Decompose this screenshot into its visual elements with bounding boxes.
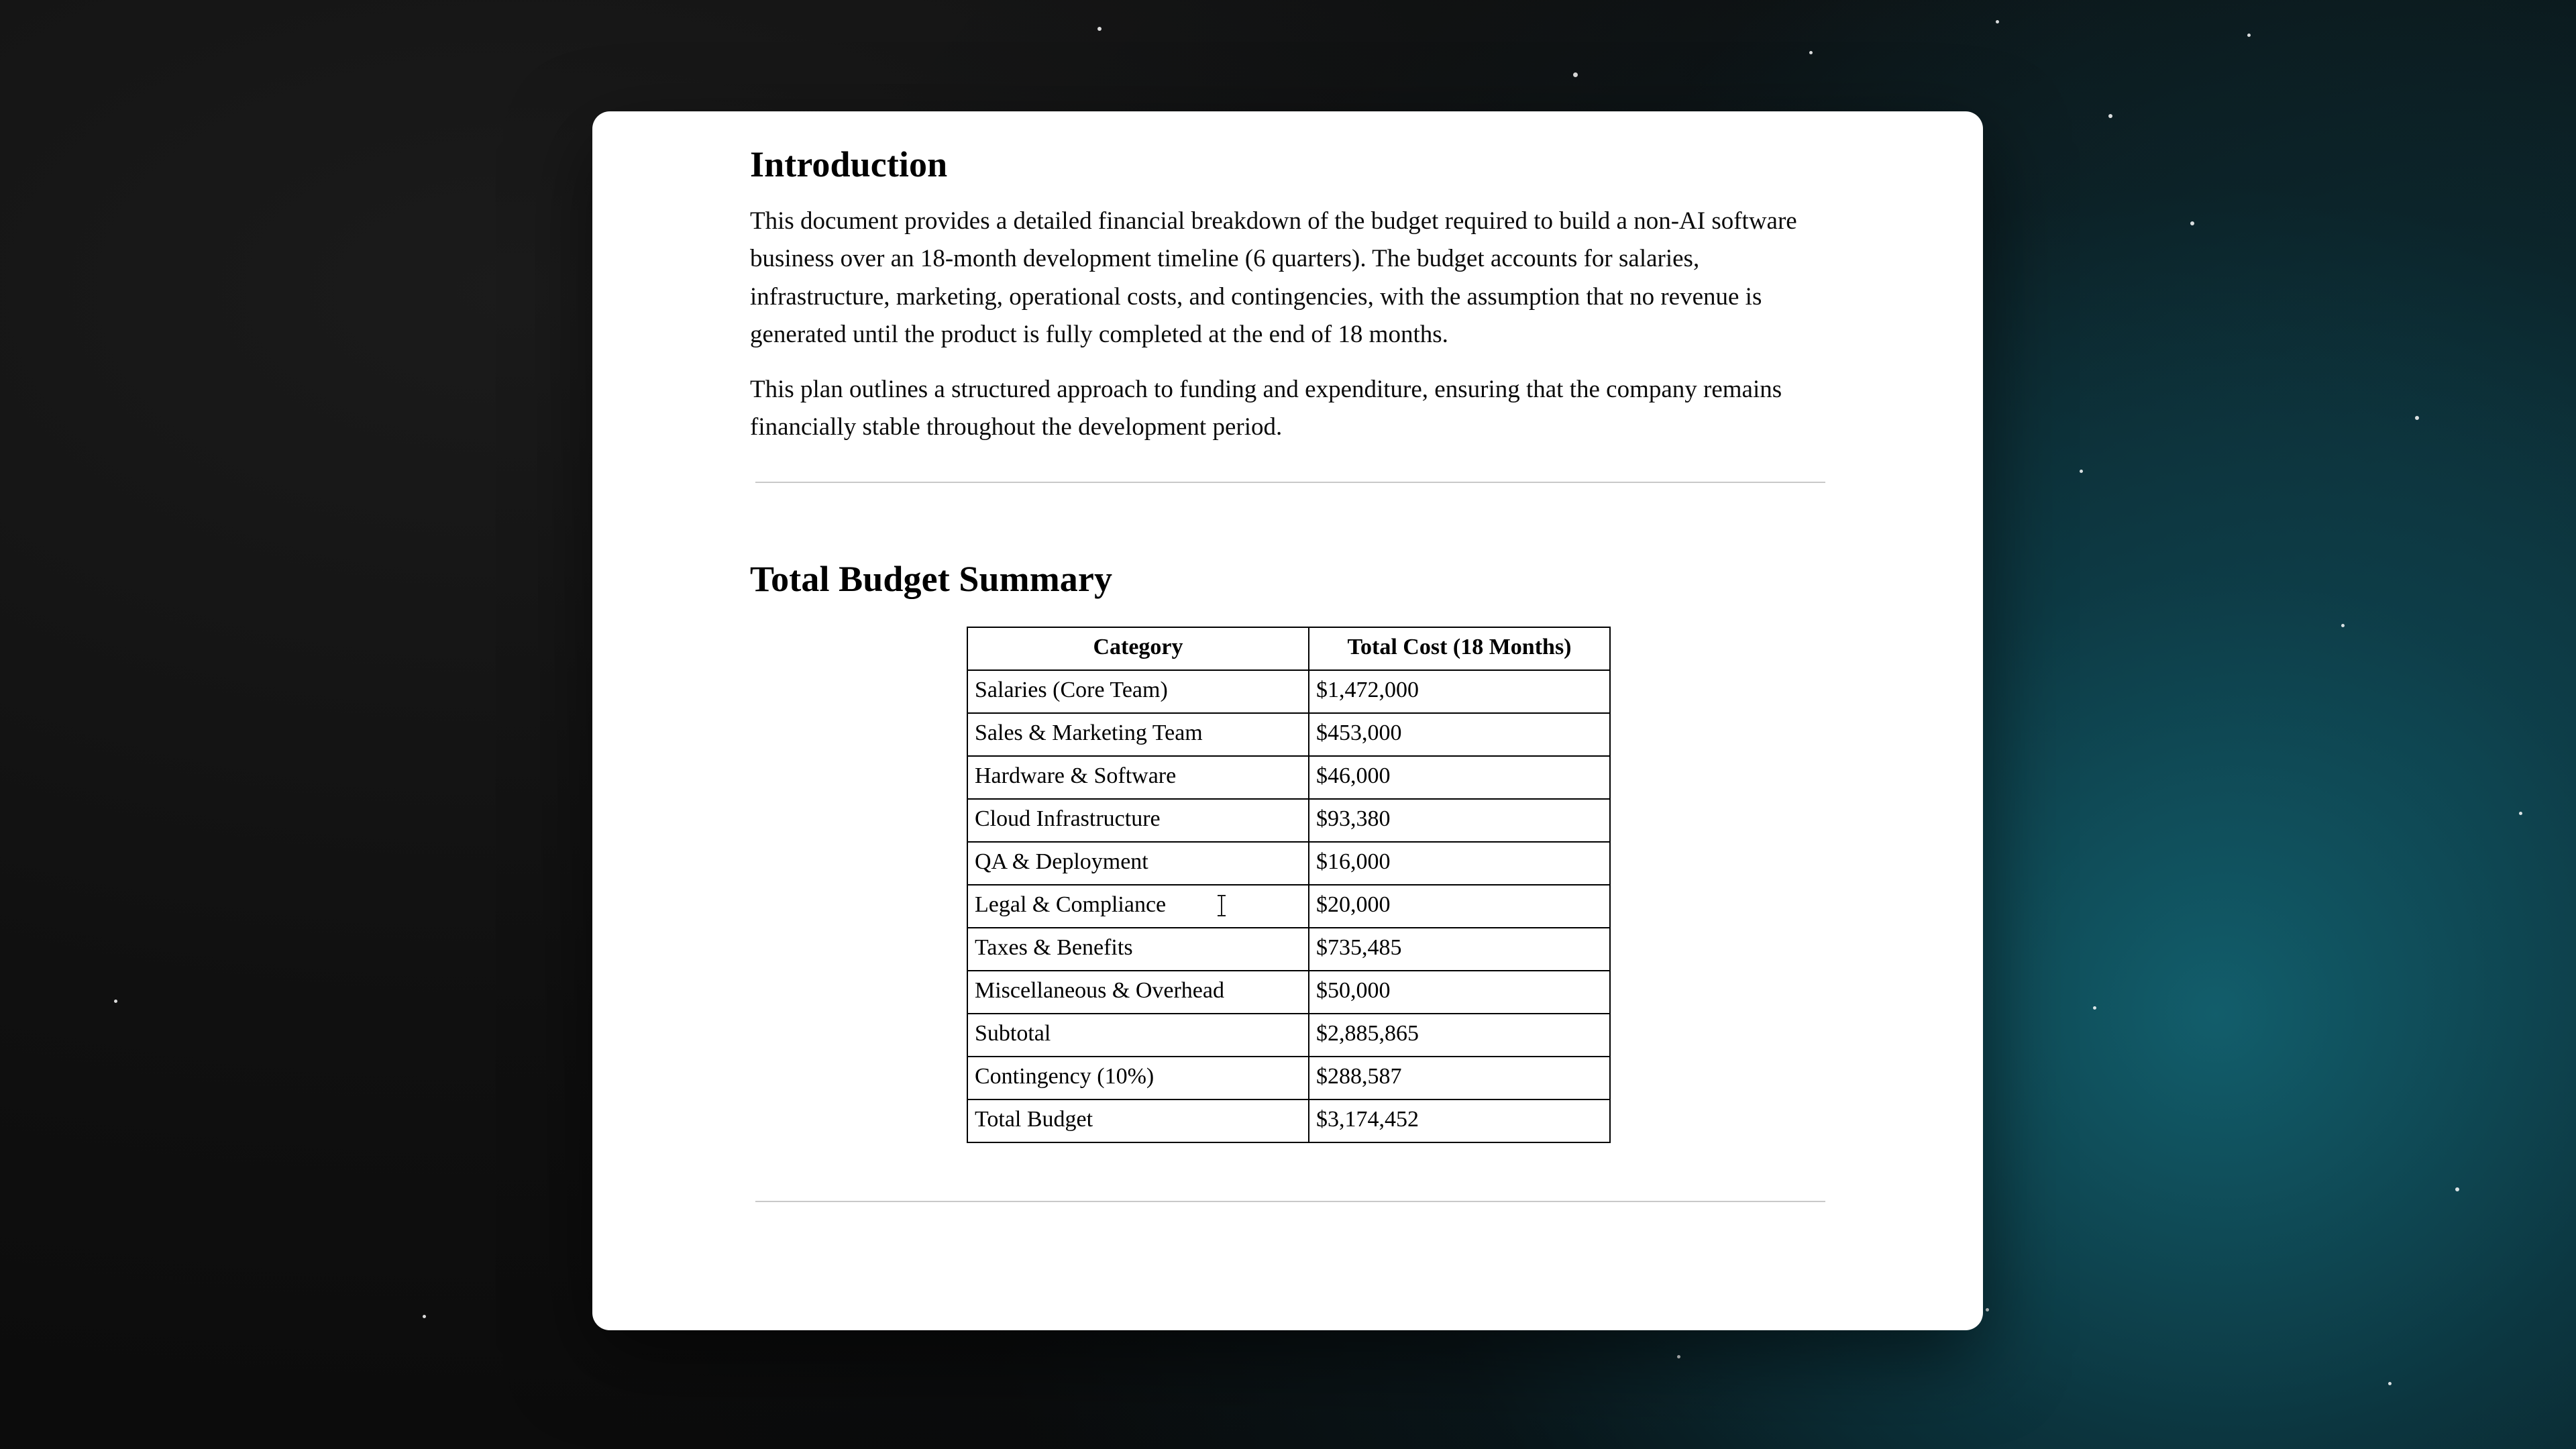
star (1677, 1355, 1680, 1358)
table-row (967, 670, 1610, 713)
star (2519, 812, 2522, 815)
star (1809, 51, 1813, 54)
budget-table-wrapper (967, 627, 1611, 1143)
star (423, 1315, 426, 1318)
section-heading-budget-summary: Total Budget Summary (750, 558, 1113, 599)
section-introduction (750, 144, 1830, 483)
cell-cost: $1,472,000 (1309, 670, 1610, 713)
column-header-category: Category (967, 627, 1309, 670)
cell-category: Salaries (Core Team) (967, 670, 1309, 713)
table-row (967, 1057, 1610, 1099)
cell-cost: $453,000 (1309, 713, 1610, 756)
intro-paragraph-1: This document provides a detailed financial breakdown of the budget required to build a non-AI software business over an 18-month development timeline (6 quarters). The budget accounts for salaries, infrastructure, marketing, operational costs, and contingencies, with the assumption that no revenue is generated until the product is fully completed at the end of 18 months. (750, 207, 1797, 348)
table-header-row (967, 627, 1610, 670)
cell-category: QA & Deployment (967, 842, 1309, 885)
star (114, 1000, 117, 1003)
table-row (967, 799, 1610, 842)
star (2093, 1006, 2096, 1010)
table-row (967, 713, 1610, 756)
document-page (592, 111, 1983, 1330)
cell-category: Miscellaneous & Overhead (967, 971, 1309, 1014)
table-row (967, 928, 1610, 971)
cell-category: Total Budget (967, 1099, 1309, 1142)
cell-cost: $50,000 (1309, 971, 1610, 1014)
cell-category: Legal & Compliance (967, 885, 1309, 928)
cell-category: Subtotal (967, 1014, 1309, 1057)
cell-cost: $288,587 (1309, 1057, 1610, 1099)
document-content (750, 144, 1830, 1202)
table-row (967, 885, 1610, 928)
cell-category: Sales & Marketing Team (967, 713, 1309, 756)
star (1097, 27, 1102, 31)
star (2190, 221, 2194, 225)
cell-cost: $20,000 (1309, 885, 1610, 928)
star (1573, 72, 1578, 77)
star (2341, 624, 2345, 627)
cell-category: Contingency (10%) (967, 1057, 1309, 1099)
star (2388, 1382, 2392, 1385)
cell-cost: $93,380 (1309, 799, 1610, 842)
page-title: Introduction (750, 144, 948, 184)
table-row (967, 1099, 1610, 1142)
cell-cost: $735,485 (1309, 928, 1610, 971)
column-header-total-cost: Total Cost (18 Months) (1309, 627, 1610, 670)
star (2108, 114, 2112, 118)
cell-cost: $16,000 (1309, 842, 1610, 885)
budget-table (967, 627, 1611, 1143)
cell-category: Cloud Infrastructure (967, 799, 1309, 842)
section-divider-bottom (755, 1201, 1825, 1202)
table-row (967, 756, 1610, 799)
cell-cost: $2,885,865 (1309, 1014, 1610, 1057)
section-total-budget-summary (750, 558, 1830, 1202)
intro-paragraph-2: This plan outlines a structured approach to funding and expenditure, ensuring that the company remains financially stable throughout the development period. (750, 376, 1782, 441)
cell-cost: $46,000 (1309, 756, 1610, 799)
star (1996, 20, 1999, 23)
cell-cost: $3,174,452 (1309, 1099, 1610, 1142)
table-row (967, 1014, 1610, 1057)
table-row (967, 971, 1610, 1014)
star (2415, 416, 2419, 420)
star (2247, 34, 2251, 37)
star (2455, 1187, 2459, 1191)
cell-category: Hardware & Software (967, 756, 1309, 799)
cell-category: Taxes & Benefits (967, 928, 1309, 971)
star (2080, 470, 2083, 473)
star (1986, 1308, 1989, 1311)
section-divider (755, 482, 1825, 483)
document-window (592, 111, 1983, 1330)
table-row (967, 842, 1610, 885)
